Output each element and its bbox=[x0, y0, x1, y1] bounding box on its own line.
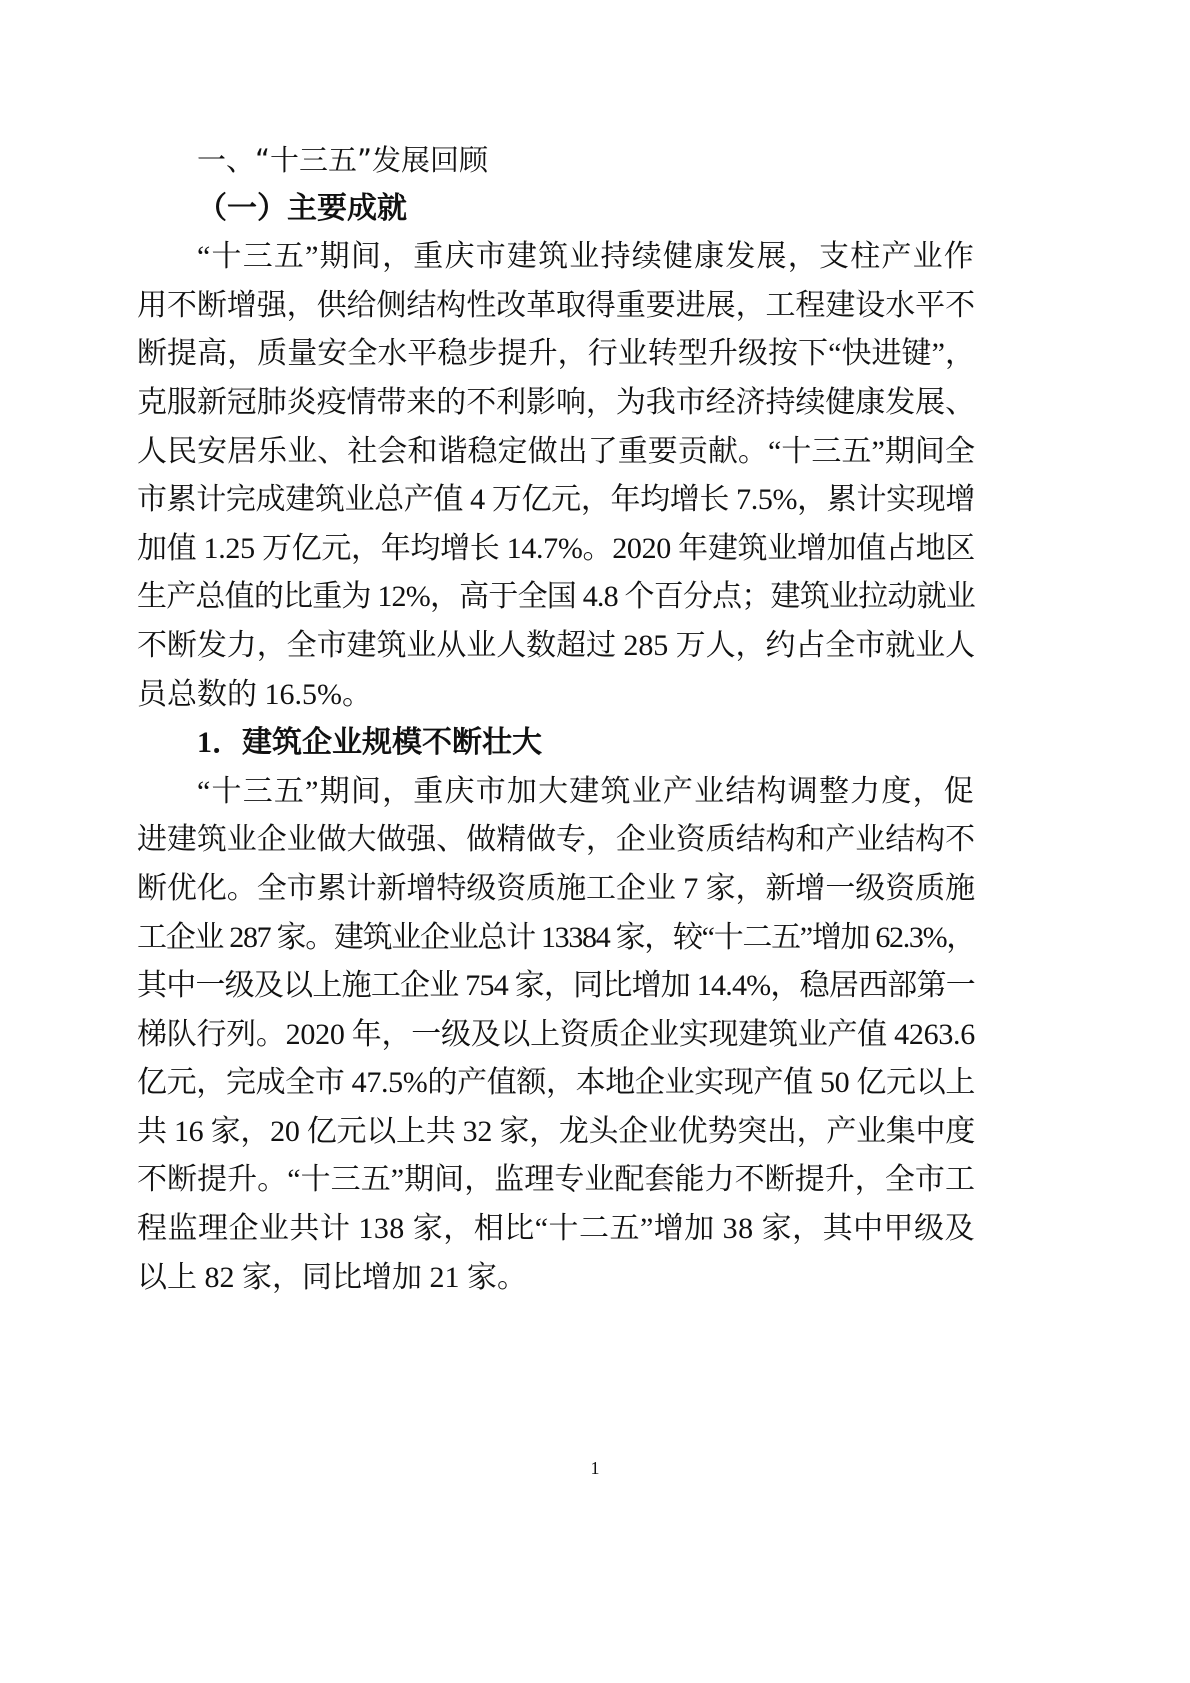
paragraph-line-text: 亿元，完成全市 47.5%的产值额，本地企业实现产值 50 亿元以上 bbox=[137, 1066, 975, 1100]
paragraph-line bbox=[137, 622, 975, 671]
chapter-heading bbox=[137, 136, 975, 185]
paragraph-line-text: 共 16 家，20 亿元以上共 32 家，龙头企业优势突出，产业集中度 bbox=[137, 1114, 975, 1148]
paragraph-line-text: 克服新冠肺炎疫情带来的不利影响，为我市经济持续健康发展、 bbox=[137, 385, 975, 419]
paragraph-achievements bbox=[137, 233, 975, 719]
paragraph-line bbox=[137, 1011, 975, 1060]
paragraph-line-text: 工企业 287 家。建筑业企业总计 13384 家，较“十二五”增加 62.3%， bbox=[137, 920, 975, 954]
paragraph-line bbox=[137, 1205, 975, 1254]
paragraph-line-text: 市累计完成建筑业总产值 4 万亿元，年均增长 7.5%，累计实现增 bbox=[137, 483, 975, 517]
paragraph-line bbox=[137, 816, 975, 865]
paragraph-line-text: 不断发力，全市建筑业从业人数超过 285 万人，约占全市就业人 bbox=[137, 628, 975, 662]
section-heading bbox=[137, 185, 975, 234]
paragraph-line bbox=[137, 233, 975, 282]
paragraph-line-text: “十三五”期间，重庆市加大建筑业产业结构调整力度，促 bbox=[197, 774, 975, 808]
paragraph-line-text: 梯队行列。2020 年，一级及以上资质企业实现建筑业产值 4263.6 bbox=[137, 1017, 975, 1051]
chapter-heading-text: 一、“十三五”发展回顾 bbox=[197, 143, 489, 177]
paragraph-line bbox=[137, 573, 975, 622]
paragraph-line-text: 不断提升。“十三五”期间，监理专业配套能力不断提升，全市工 bbox=[137, 1163, 975, 1197]
paragraph-line bbox=[137, 428, 975, 477]
paragraph-line-text: 断优化。全市累计新增特级资质施工企业 7 家，新增一级资质施 bbox=[137, 871, 975, 905]
paragraph-line bbox=[137, 379, 975, 428]
paragraph-enterprise-scale bbox=[137, 768, 975, 1303]
paragraph-line-text: 加值 1.25 万亿元，年均增长 14.7%。2020 年建筑业增加值占地区 bbox=[137, 531, 975, 565]
paragraph-line bbox=[137, 1108, 975, 1157]
paragraph-line bbox=[137, 865, 975, 914]
paragraph-line-text: 以上 82 家，同比增加 21 家。 bbox=[137, 1260, 527, 1294]
paragraph-line bbox=[137, 282, 975, 331]
page-number: 1 bbox=[590, 1458, 600, 1478]
paragraph-line-text: 断提高，质量安全水平稳步提升，行业转型升级按下“快进键”， bbox=[137, 337, 975, 371]
paragraph-line bbox=[137, 768, 975, 817]
document-body bbox=[137, 136, 975, 1302]
subsection-heading bbox=[137, 719, 975, 768]
paragraph-line-text: 程监理企业共计 138 家，相比“十二五”增加 38 家，其中甲级及 bbox=[137, 1212, 975, 1246]
paragraph-line-text: 生产总值的比重为 12%，高于全国 4.8 个百分点；建筑业拉动就业 bbox=[137, 580, 975, 614]
subsection-heading-text: 1．建筑企业规模不断壮大 bbox=[197, 726, 542, 760]
paragraph-line-text: 其中一级及以上施工企业 754 家，同比增加 14.4%，稳居西部第一 bbox=[137, 969, 975, 1003]
paragraph-line bbox=[137, 330, 975, 379]
paragraph-line bbox=[137, 525, 975, 574]
paragraph-line-last bbox=[137, 1254, 975, 1303]
paragraph-line-text: “十三五”期间，重庆市建筑业持续健康发展，支柱产业作 bbox=[197, 240, 975, 274]
section-heading-text: （一）主要成就 bbox=[197, 191, 407, 225]
paragraph-line-last bbox=[137, 671, 975, 720]
paragraph-line bbox=[137, 914, 975, 963]
paragraph-line-text: 人民安居乐业、社会和谐稳定做出了重要贡献。“十三五”期间全 bbox=[137, 434, 975, 468]
paragraph-line-text: 员总数的 16.5%。 bbox=[137, 677, 372, 711]
paragraph-line-text: 进建筑业企业做大做强、做精做专，企业资质结构和产业结构不 bbox=[137, 823, 975, 857]
paragraph-line bbox=[137, 1156, 975, 1205]
paragraph-line-text: 用不断增强，供给侧结构性改革取得重要进展，工程建设水平不 bbox=[137, 288, 975, 322]
paragraph-line bbox=[137, 476, 975, 525]
paragraph-line bbox=[137, 1059, 975, 1108]
paragraph-line bbox=[137, 962, 975, 1011]
